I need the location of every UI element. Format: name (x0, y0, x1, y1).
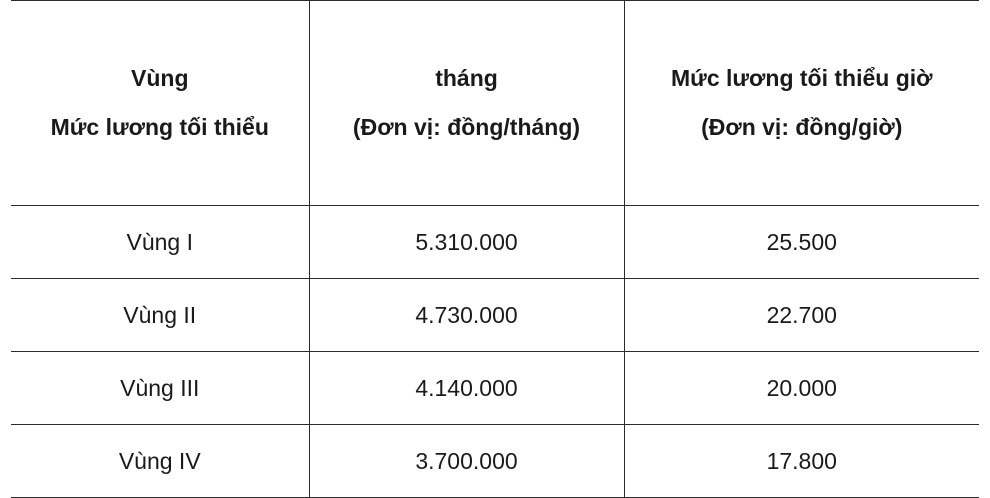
spacer (19, 95, 301, 111)
cell-region: Vùng III (11, 352, 309, 425)
cell-hourly: 22.700 (624, 279, 979, 352)
cell-monthly: 4.730.000 (309, 279, 624, 352)
column-header-hourly-title: Mức lương tối thiểu giờ (671, 65, 933, 92)
cell-monthly: 4.140.000 (309, 352, 624, 425)
table-header (11, 1, 979, 206)
table-row (11, 206, 979, 279)
cell-region: Vùng IV (11, 425, 309, 498)
column-header-region-subtitle: Mức lương tối thiểu (50, 114, 269, 140)
cell-hourly: 20.000 (624, 352, 979, 425)
column-header-monthly-title: tháng (435, 65, 498, 92)
cell-monthly: 3.700.000 (309, 425, 624, 498)
table-row (11, 425, 979, 498)
minimum-wage-table (11, 0, 979, 498)
cell-monthly: 5.310.000 (309, 206, 624, 279)
table-row (11, 352, 979, 425)
cell-region: Vùng I (11, 206, 309, 279)
column-header-region (11, 1, 309, 206)
table-row (11, 279, 979, 352)
table-header-row (11, 1, 979, 206)
column-header-monthly-unit: (Đơn vị: đồng/tháng) (352, 114, 581, 140)
table-body (11, 206, 979, 498)
column-header-hourly (624, 1, 979, 206)
cell-region: Vùng II (11, 279, 309, 352)
column-header-region-title: Vùng (131, 65, 189, 92)
column-header-monthly (309, 1, 624, 206)
column-header-hourly-unit: (Đơn vị: đồng/giờ) (701, 114, 903, 140)
spacer (318, 95, 616, 111)
cell-hourly: 25.500 (624, 206, 979, 279)
spacer (633, 95, 972, 111)
cell-hourly: 17.800 (624, 425, 979, 498)
